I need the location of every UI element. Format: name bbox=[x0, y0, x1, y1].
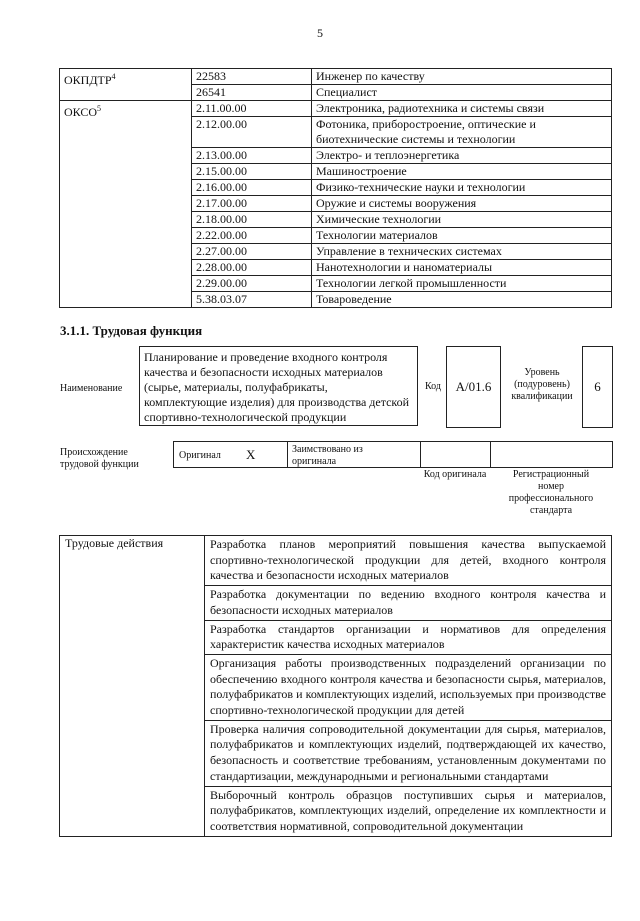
action-item: Проверка наличия сопроводительной документации для сырья, материалов, полуфабрикатов и комплектующих изделий, подтверждающей их качество, безопасность и соответствие требованиям, установленным документами по стандартизации, международными и региональными стандартами bbox=[205, 720, 612, 786]
occupation-name-cell: Управление в технических системах bbox=[312, 244, 612, 260]
occupation-name-cell: Электроника, радиотехника и системы связи bbox=[312, 101, 612, 117]
code-cell: 2.15.00.00 bbox=[192, 164, 312, 180]
footnote-mark: 5 bbox=[97, 104, 102, 113]
occupation-name-cell: Специалист bbox=[312, 85, 612, 101]
occupation-name-cell: Химические технологии bbox=[312, 212, 612, 228]
name-label: Наименование bbox=[60, 383, 123, 394]
reg-number-cell bbox=[490, 441, 613, 468]
occupation-name-cell: Фотоника, приборостроение, оптические и биотехнические системы и технологии bbox=[312, 117, 612, 148]
code-cell: 2.18.00.00 bbox=[192, 212, 312, 228]
code-cell: 2.13.00.00 bbox=[192, 148, 312, 164]
occupation-name-cell: Технологии материалов bbox=[312, 228, 612, 244]
code-original-cell bbox=[420, 441, 491, 468]
level-label: Уровень (подуровень) квалификации bbox=[511, 367, 573, 402]
original-mark: X bbox=[246, 447, 256, 462]
code-cell: 2.16.00.00 bbox=[192, 180, 312, 196]
classifier-cell bbox=[60, 101, 192, 308]
occupation-name-cell: Нанотехнологии и наноматериалы bbox=[312, 260, 612, 276]
code-cell: 2.29.00.00 bbox=[192, 276, 312, 292]
occupation-name-cell: Товароведение bbox=[312, 292, 612, 308]
origin-original-cell bbox=[173, 441, 288, 468]
origin-borrowed-cell bbox=[287, 441, 421, 468]
code-cell: 2.27.00.00 bbox=[192, 244, 312, 260]
action-row bbox=[60, 536, 612, 586]
code-original-label: Код оригинала bbox=[423, 469, 487, 480]
code-cell: 2.22.00.00 bbox=[192, 228, 312, 244]
occupation-name-cell: Машиностроение bbox=[312, 164, 612, 180]
code-row bbox=[60, 69, 612, 85]
section-title: 3.1.1. Трудовая функция bbox=[60, 323, 203, 338]
page-number: 5 bbox=[317, 26, 323, 40]
occupation-name-cell: Инженер по качеству bbox=[312, 69, 612, 85]
level-value-box: 6 bbox=[582, 346, 613, 428]
classifier-name: ОКПДТР bbox=[64, 73, 112, 87]
origin-label: Происхождение трудовой функции bbox=[60, 447, 139, 470]
code-label: Код bbox=[425, 381, 441, 392]
borrowed-label: Заимствовано из оригинала bbox=[292, 444, 363, 467]
action-item: Выборочный контроль образцов поступивших сырья и материалов, полуфабрикатов, комплектующих изделий, определение их комплектности и соответствия нормативной, сопроводительной документации bbox=[205, 786, 612, 836]
code-cell: 2.11.00.00 bbox=[192, 101, 312, 117]
classifier-name: ОКСО bbox=[64, 105, 98, 119]
occupation-name-cell: Физико-технические науки и технологии bbox=[312, 180, 612, 196]
action-item: Разработка планов мероприятий повышения качества выпускаемой спортивно-технологической продукции для детей, входного контроля качества и безопасности исходных материалов bbox=[205, 536, 612, 586]
code-cell: 2.28.00.00 bbox=[192, 260, 312, 276]
occupation-name-cell: Электро- и теплоэнергетика bbox=[312, 148, 612, 164]
function-code-box: А/01.6 bbox=[446, 346, 501, 428]
action-item: Разработка стандартов организации и нормативов для определения характеристик качества исходных материалов bbox=[205, 620, 612, 654]
code-cell: 22583 bbox=[192, 69, 312, 85]
action-item: Разработка документации по ведению входного контроля качества и безопасности исходных материалов bbox=[205, 586, 612, 620]
footnote-mark: 4 bbox=[111, 72, 116, 81]
original-label: Оригинал bbox=[179, 450, 221, 461]
labour-actions-table bbox=[59, 535, 612, 837]
code-cell: 2.17.00.00 bbox=[192, 196, 312, 212]
actions-label: Трудовые действия bbox=[60, 536, 205, 837]
classifier-codes-table bbox=[59, 68, 612, 308]
code-cell: 2.12.00.00 bbox=[192, 117, 312, 148]
reg-number-label: Регистрационный номер профессионального стандарта bbox=[508, 469, 594, 516]
code-cell: 5.38.03.07 bbox=[192, 292, 312, 308]
function-name-box: Планирование и проведение входного контроля качества и безопасности исходных материалов (сырье, материалы, полуфабрикаты, комплектующие изделия) для производства детской спортивно-технологической продукции bbox=[139, 346, 418, 426]
occupation-name-cell: Технологии легкой промышленности bbox=[312, 276, 612, 292]
classifier-cell bbox=[60, 69, 192, 101]
code-cell: 26541 bbox=[192, 85, 312, 101]
action-item: Организация работы производственных подразделений организации по обеспечению входного контроля качества и безопасности сырья, материалов, полуфабрикатов и комплектующих изделий, используемых при производстве спортивно-технологической продукции для детей bbox=[205, 654, 612, 720]
code-row bbox=[60, 101, 612, 117]
occupation-name-cell: Оружие и системы вооружения bbox=[312, 196, 612, 212]
